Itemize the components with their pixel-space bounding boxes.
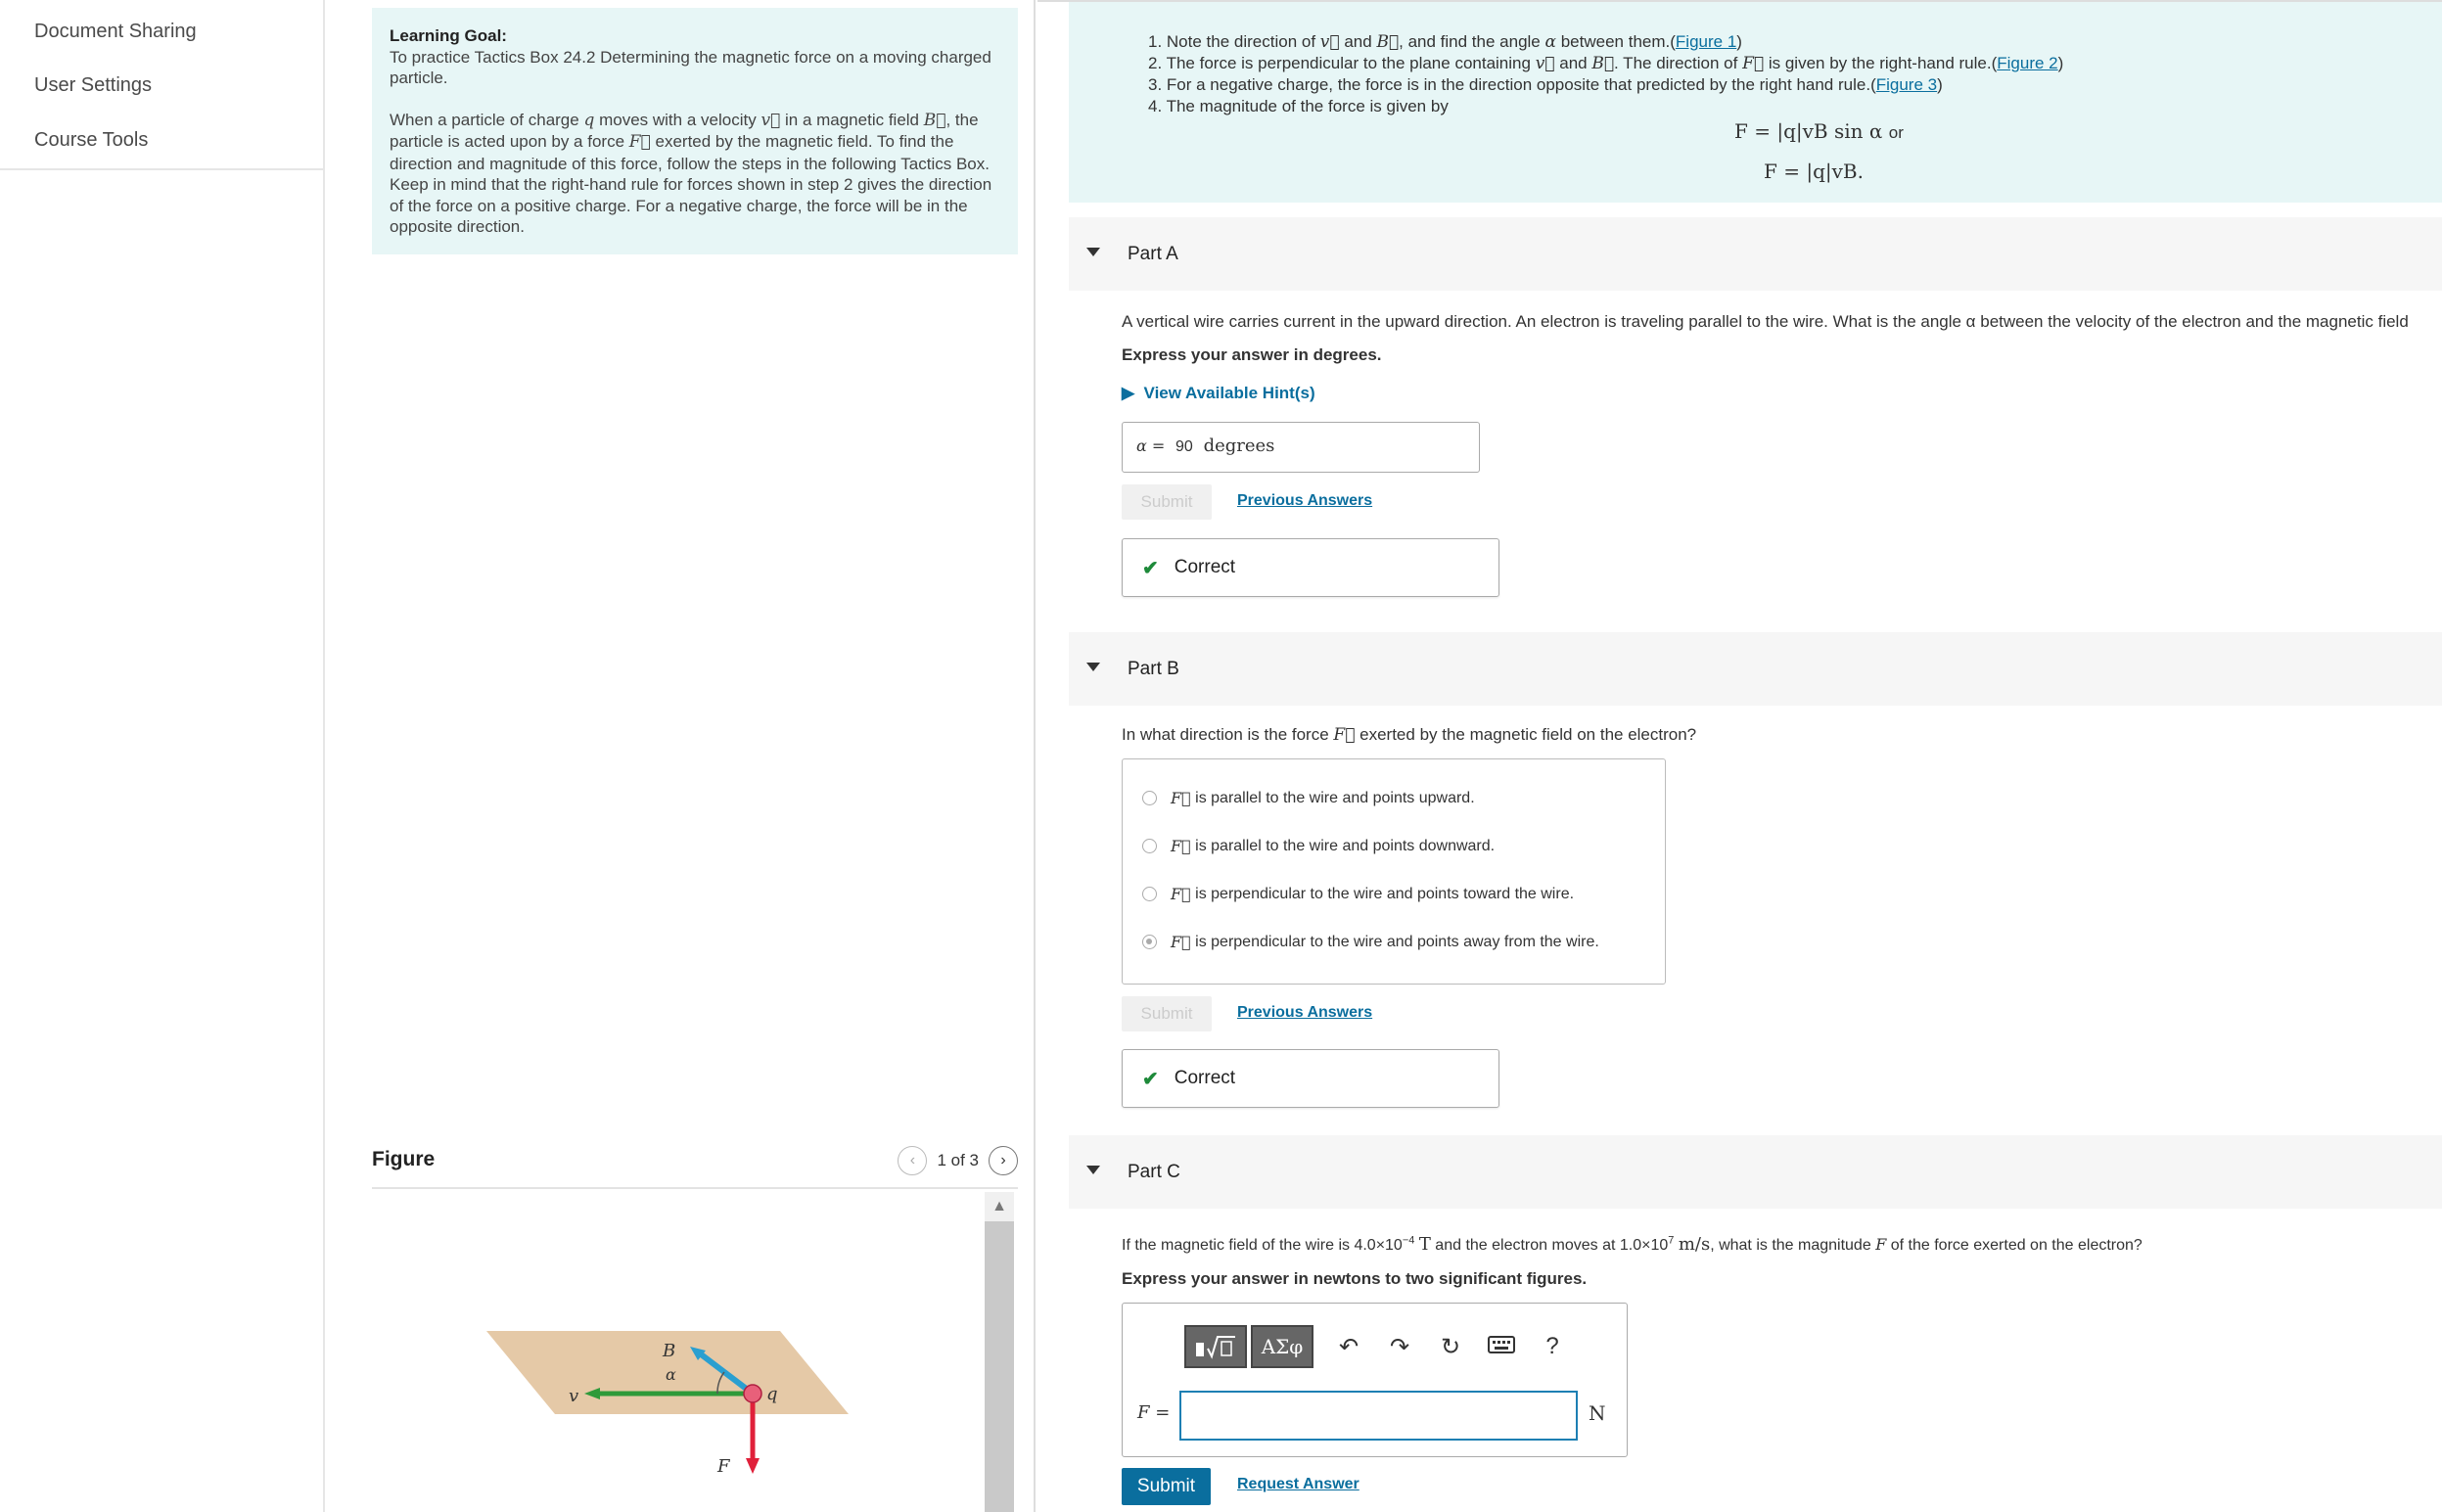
choice-option-selected[interactable] xyxy=(1142,933,1599,951)
part-a-result: Correct xyxy=(1174,557,1236,577)
vec-b: B⃗ xyxy=(923,110,946,130)
hint-label: View Available Hint(s) xyxy=(1143,384,1315,402)
part-c-q-a: If the magnetic field of the wire is 4.0×10 xyxy=(1122,1237,1403,1254)
part-c-title: Part C xyxy=(1128,1161,1180,1182)
part-c-q-e: , what is the magnitude xyxy=(1710,1237,1871,1254)
sidebar-divider xyxy=(0,168,323,170)
label-f: F xyxy=(717,1456,730,1477)
part-a-submit-button[interactable]: Submit xyxy=(1122,484,1212,520)
vec-f: F⃗ xyxy=(1171,789,1191,807)
undo-icon[interactable]: ↶ xyxy=(1338,1333,1359,1360)
part-c-instruction: Express your answer in newtons to two significant figures. xyxy=(1122,1269,1588,1288)
step-4: 4. The magnitude of the force is given by xyxy=(1148,97,1449,115)
goal-text-c: in a magnetic field xyxy=(784,110,920,129)
left-column xyxy=(325,0,1036,1512)
step1-text-b: and xyxy=(1344,32,1372,51)
choice-label: is perpendicular to the wire and points toward the wire. xyxy=(1195,885,1575,902)
step-3: 3. For a negative charge, the force is in the direction opposite that predicted by the right hand rule.(Figure 3) xyxy=(1148,75,1943,94)
check-icon: ✔ xyxy=(1142,1068,1159,1090)
prev-figure-button[interactable]: ‹ xyxy=(898,1146,927,1175)
part-b-result: Correct xyxy=(1174,1068,1236,1088)
figure-3-link[interactable]: Figure 3 xyxy=(1875,75,1938,94)
radio-button[interactable] xyxy=(1142,839,1157,853)
part-a-previous-answers-link[interactable]: Previous Answers xyxy=(1237,492,1373,509)
vec-b: B⃗ xyxy=(1591,54,1615,73)
part-a-instruction: Express your answer in degrees. xyxy=(1122,345,1382,364)
sidebar-item-user-settings[interactable]: User Settings xyxy=(34,74,153,96)
choice-option[interactable] xyxy=(1142,885,1574,903)
learning-goal-paragraph xyxy=(390,110,1000,238)
vec-f: F⃗ xyxy=(1171,837,1191,855)
unit-tesla: T xyxy=(1418,1234,1431,1255)
part-b-submit-button[interactable]: Submit xyxy=(1122,996,1212,1031)
collapse-caret-icon[interactable] xyxy=(1086,1166,1100,1174)
learning-goal-line: To practice Tactics Box 24.2 Determining the magnetic force on a moving charged particle. xyxy=(390,47,991,87)
input-var: F = xyxy=(1137,1402,1171,1423)
vec-v: v⃗ xyxy=(1535,54,1555,73)
label-b: B xyxy=(663,1341,676,1361)
template-icon[interactable] xyxy=(1184,1325,1247,1368)
part-c-q-f: of the force exerted on the electron? xyxy=(1890,1237,2143,1254)
formula-1-text: F = |q|vB sin α xyxy=(1734,119,1883,143)
part-a-correct-feedback xyxy=(1122,538,1499,597)
keyboard-icon[interactable] xyxy=(1476,1333,1527,1360)
answer-var: α = xyxy=(1136,436,1166,455)
help-icon[interactable]: ? xyxy=(1545,1333,1559,1359)
step1-text-c: , and find the angle xyxy=(1399,32,1541,51)
step2-text-d: is given by the right-hand rule. xyxy=(1768,54,1992,72)
choice-label: is parallel to the wire and points upward. xyxy=(1195,789,1475,806)
radio-button[interactable] xyxy=(1142,887,1157,901)
f-arrowhead xyxy=(746,1458,760,1474)
part-c-q-c: and the electron moves at 1.0×10 xyxy=(1435,1237,1669,1254)
vec-b: B⃗ xyxy=(1376,32,1400,52)
answer-unit: degrees xyxy=(1203,435,1275,456)
math-toolbar xyxy=(1184,1324,1578,1369)
part-b-correct-feedback xyxy=(1122,1049,1499,1108)
collapse-caret-icon[interactable] xyxy=(1086,663,1100,671)
var-alpha: α xyxy=(1544,32,1556,52)
part-c-header[interactable] xyxy=(1069,1135,2442,1209)
part-b-choices xyxy=(1122,758,1666,985)
part-b-question xyxy=(1122,725,1696,745)
var-q: q xyxy=(583,110,595,130)
sidebar-item-document-sharing[interactable]: Document Sharing xyxy=(34,21,197,42)
step3-text: 3. For a negative charge, the force is in the direction opposite that predicted by the right hand rule. xyxy=(1148,75,1871,94)
learning-goal-heading: Learning Goal: xyxy=(390,26,507,45)
part-a-header[interactable] xyxy=(1069,217,2442,291)
check-icon: ✔ xyxy=(1142,557,1159,579)
part-c-unit: N xyxy=(1589,1401,1606,1425)
sidebar-item-course-tools[interactable]: Course Tools xyxy=(34,129,149,151)
template-glyph-icon xyxy=(1194,1333,1237,1360)
next-figure-button[interactable]: › xyxy=(989,1146,1018,1175)
formula-1 xyxy=(1734,119,1904,143)
part-b-q-a: In what direction is the force xyxy=(1122,725,1329,744)
keyboard-glyph-icon xyxy=(1488,1336,1515,1353)
radio-button[interactable] xyxy=(1142,791,1157,805)
label-v: v xyxy=(569,1386,579,1406)
figure-counter: 1 of 3 xyxy=(937,1151,979,1169)
label-q: q xyxy=(766,1384,778,1404)
sidebar xyxy=(0,0,325,1512)
vec-f: F⃗ xyxy=(1171,885,1191,903)
vec-v: v⃗ xyxy=(760,110,781,130)
choice-label: is perpendicular to the wire and points away from the wire. xyxy=(1195,933,1599,950)
part-c-input-label xyxy=(1137,1402,1170,1423)
vec-f: F⃗ xyxy=(1333,725,1356,745)
part-b-previous-answers-link[interactable]: Previous Answers xyxy=(1237,1004,1373,1021)
figure-2-link[interactable]: Figure 2 xyxy=(1997,54,2058,72)
radio-button-selected[interactable] xyxy=(1142,935,1157,949)
label-alpha: α xyxy=(666,1365,676,1384)
collapse-caret-icon[interactable] xyxy=(1086,248,1100,256)
formula-2: F = |q|vB. xyxy=(1764,160,1864,183)
formula-or: or xyxy=(1888,123,1904,142)
part-a-question: A vertical wire carries current in the upward direction. An electron is traveling parallel to the wire. What is the angle α between the velocity of the electron and the magnetic field xyxy=(1122,312,2409,331)
step2-text-b: and xyxy=(1559,54,1588,72)
part-a-hint-toggle[interactable]: ▶ View Available Hint(s) xyxy=(1122,384,1315,402)
goal-text-e: exerted by the magnetic field. To find the direction and magnitude of this force, follow the steps in the following Tactics Box. Keep in mind that the right-hand rule for forces shown in step 2 gives the direction of the force on a positive charge. For a negative charge, the force will be in the opposite direction. xyxy=(390,132,992,236)
goal-text-a: When a particle of charge xyxy=(390,110,579,129)
part-c-question xyxy=(1122,1234,2143,1255)
vec-f: F⃗ xyxy=(628,132,651,152)
figure-title: Figure xyxy=(372,1148,436,1170)
figure-nav xyxy=(898,1146,1018,1175)
goal-text-b: moves with a velocity xyxy=(599,110,757,129)
answer-value: 90 xyxy=(1175,438,1193,455)
reset-icon[interactable]: ↻ xyxy=(1440,1333,1461,1360)
step-2: 2. The force is perpendicular to the plane containing v⃗ and B⃗. The direction of F⃗ is given by the right-hand rule.(Figure 2) xyxy=(1148,54,2064,73)
step2-text-a: 2. The force is perpendicular to the plane containing xyxy=(1148,54,1531,72)
charge-particle xyxy=(744,1385,761,1402)
right-column xyxy=(1037,0,2442,1512)
step1-text-a: 1. Note the direction of xyxy=(1148,32,1316,51)
part-c-exp2: 7 xyxy=(1668,1234,1675,1247)
figure-header xyxy=(372,1140,1018,1189)
choice-label: is parallel to the wire and points downward. xyxy=(1195,837,1496,854)
goal-text-d: , the particle is acted upon by a force xyxy=(390,110,979,151)
figure-diagram xyxy=(486,1311,898,1488)
redo-icon[interactable]: ↷ xyxy=(1389,1333,1410,1360)
vec-v: v⃗ xyxy=(1319,32,1340,52)
part-b-title: Part B xyxy=(1128,658,1179,679)
part-c-exp1: −4 xyxy=(1402,1234,1415,1247)
part-a-title: Part A xyxy=(1128,243,1178,264)
var-f: F xyxy=(1875,1235,1887,1254)
part-b-header[interactable] xyxy=(1069,632,2442,706)
symbols-button[interactable]: ΑΣφ xyxy=(1251,1325,1313,1368)
vec-f: F⃗ xyxy=(1742,54,1765,73)
figure-scrollbar[interactable] xyxy=(985,1192,1014,1512)
choice-option[interactable] xyxy=(1142,837,1495,855)
step1-text-d: between them. xyxy=(1560,32,1671,51)
step-1: 1. Note the direction of v⃗ and B⃗, and find the angle α between them.(Figure 1) xyxy=(1148,32,1742,52)
choice-option[interactable] xyxy=(1142,789,1475,807)
tactics-steps xyxy=(1069,2,2442,203)
learning-goal-box xyxy=(372,8,1018,254)
part-c-answer-input[interactable] xyxy=(1179,1391,1578,1441)
unit-mps: m/s xyxy=(1678,1234,1711,1255)
part-c-submit-button[interactable]: Submit xyxy=(1122,1468,1211,1505)
part-a-answer-box xyxy=(1122,422,1480,473)
step2-text-c: . The direction of xyxy=(1614,54,1738,72)
part-b-q-b: exerted by the magnetic field on the electron? xyxy=(1359,725,1697,744)
vec-f: F⃗ xyxy=(1171,933,1191,951)
scroll-up-icon[interactable]: ▲ xyxy=(985,1192,1014,1221)
request-answer-link[interactable]: Request Answer xyxy=(1237,1476,1359,1492)
figure-1-link[interactable]: Figure 1 xyxy=(1675,32,1737,51)
